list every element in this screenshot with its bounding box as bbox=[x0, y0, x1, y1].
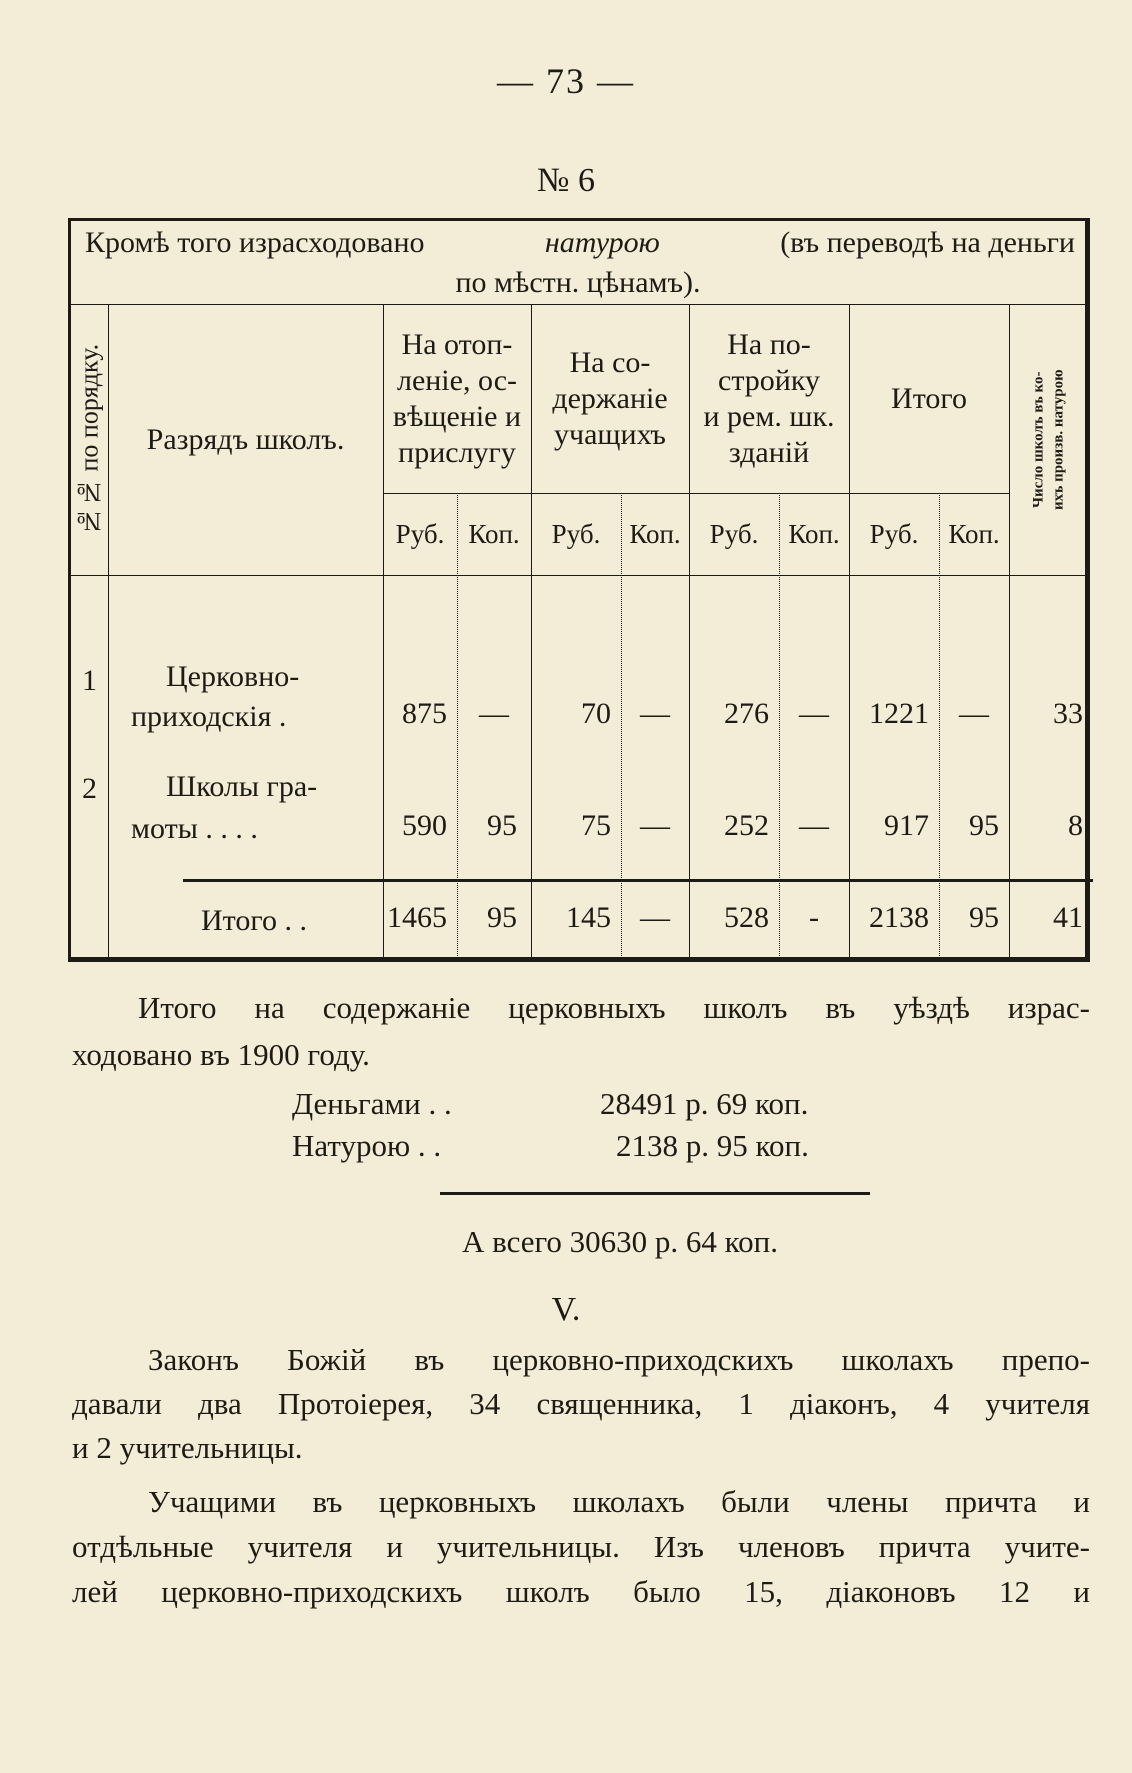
upkeep-rub: 145 bbox=[566, 901, 611, 934]
caption-emphasis: натурою bbox=[544, 226, 660, 259]
sum-rule bbox=[440, 1192, 870, 1195]
upkeep-rub: 70 bbox=[581, 697, 611, 730]
paragraph1-line3: и 2 учительницы. bbox=[72, 1430, 303, 1465]
total-rub: 917 bbox=[884, 809, 929, 842]
total-rub: 2138 bbox=[869, 901, 929, 934]
money-label: Деньгами . . bbox=[292, 1086, 452, 1121]
total-rub: 1221 bbox=[869, 697, 929, 730]
upkeep-kop: — bbox=[640, 697, 670, 730]
subheader-rub: Руб. bbox=[869, 519, 919, 549]
paragraph1-line2: давали два Протоіерея, 34 священника, 1 діаконъ, 4 учителя bbox=[72, 1386, 1090, 1421]
table-caption bbox=[71, 221, 1085, 305]
schools-count: 33 bbox=[1053, 697, 1083, 730]
heating-kop: — bbox=[479, 697, 509, 730]
building-rub: 528 bbox=[724, 901, 769, 934]
header-heating: На отоп- леніе, ос- вѣщеніе и прислугу bbox=[392, 328, 522, 469]
header-building: На по- стройку и рем. шк. зданій bbox=[703, 328, 835, 469]
paragraph2-line1: Учащими въ церковныхъ школахъ были члены причта и bbox=[148, 1484, 1090, 1519]
kind-label: Натурою . . bbox=[292, 1128, 442, 1163]
table-number: № 6 bbox=[537, 162, 595, 199]
header-category: Разрядъ школъ. bbox=[146, 423, 345, 456]
total-kop: 95 bbox=[969, 901, 999, 934]
building-kop: - bbox=[809, 901, 819, 934]
schools-count: 41 bbox=[1053, 901, 1083, 934]
total-kop: 95 bbox=[969, 809, 999, 842]
paragraph2-line2: отдѣльные учителя и учительницы. Изъ членовъ причта учите- bbox=[72, 1529, 1090, 1564]
total-kop: — bbox=[959, 697, 989, 730]
upkeep-kop: — bbox=[640, 901, 670, 934]
heating-kop: 95 bbox=[487, 809, 517, 842]
section-heading: V. bbox=[551, 1291, 581, 1328]
paragraph1-line1: Законъ Божій въ церковно-приходскихъ школахъ препо- bbox=[148, 1342, 1090, 1377]
schools-count: 8 bbox=[1068, 809, 1083, 842]
subheader-kop: Коп. bbox=[788, 519, 840, 549]
header-order-number: №№ по порядку. bbox=[74, 343, 104, 537]
paragraph2-line3: лей церковно-приходскихъ школъ было 15, діаконовъ 12 и bbox=[72, 1574, 1090, 1609]
heating-kop: 95 bbox=[487, 901, 517, 934]
heating-rub: 1465 bbox=[387, 901, 447, 934]
subheader-kop: Коп. bbox=[629, 519, 681, 549]
expenses-table bbox=[68, 218, 1090, 962]
page-number: — 73 — bbox=[497, 61, 635, 101]
row-name-line2: моты . . . . bbox=[131, 812, 258, 845]
building-kop: — bbox=[799, 809, 829, 842]
subheader-rub: Руб. bbox=[551, 519, 601, 549]
subheader-rub: Руб. bbox=[395, 519, 445, 549]
caption-pre: Кромѣ того израсходовано bbox=[85, 226, 425, 259]
building-rub: 252 bbox=[724, 809, 769, 842]
upkeep-kop: — bbox=[640, 809, 670, 842]
money-value: 28491 р. 69 коп. bbox=[600, 1086, 809, 1121]
row-number: 2 bbox=[82, 772, 97, 805]
header-schools-count: Число школъ въ ко- ихъ произв. натурою bbox=[1030, 369, 1067, 511]
summary-line2: ходовано въ 1900 году. bbox=[72, 1037, 370, 1072]
row-name-line2: приходскія . bbox=[131, 700, 287, 733]
heating-rub: 590 bbox=[402, 809, 447, 842]
grand-total: А всего 30630 р. 64 коп. bbox=[462, 1224, 779, 1259]
subheader-kop: Коп. bbox=[468, 519, 520, 549]
row-name-line1: Школы гра- bbox=[166, 770, 318, 803]
heating-rub: 875 bbox=[402, 697, 447, 730]
building-kop: — bbox=[799, 697, 829, 730]
header-upkeep: На со- держаніе учащихъ bbox=[552, 346, 668, 451]
caption-post: (въ переводѣ на деньги bbox=[780, 226, 1075, 259]
total-label: Итого . . bbox=[201, 904, 307, 937]
row-name-line1: Церковно- bbox=[166, 660, 300, 693]
header-total: Итого bbox=[891, 382, 967, 415]
row-number: 1 bbox=[82, 664, 97, 697]
upkeep-rub: 75 bbox=[581, 809, 611, 842]
caption-line2: по мѣстн. цѣнамъ). bbox=[455, 266, 701, 299]
subheader-kop: Коп. bbox=[948, 519, 1000, 549]
subheader-rub: Руб. bbox=[709, 519, 759, 549]
kind-value: 2138 р. 95 коп. bbox=[616, 1128, 809, 1163]
building-rub: 276 bbox=[724, 697, 769, 730]
summary-line1: Итого на содержаніе церковныхъ школъ въ уѣздѣ израс- bbox=[138, 990, 1090, 1025]
